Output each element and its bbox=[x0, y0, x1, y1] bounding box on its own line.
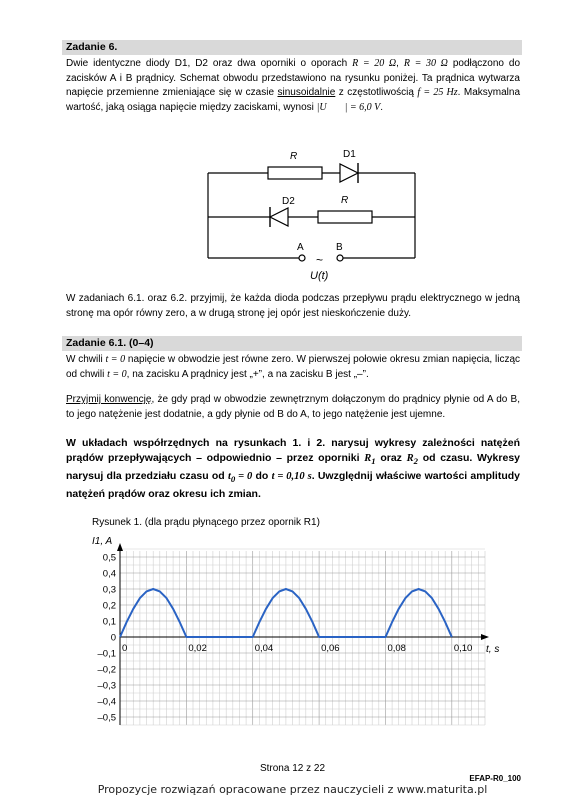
chart-figure-1 bbox=[0, 508, 585, 733]
text-span: . bbox=[380, 101, 384, 113]
chart-xlabel: t, s bbox=[486, 644, 500, 655]
credit-line: Propozycje rozwiązań opracowane przez nauczycieli z www.maturita.pl bbox=[97, 783, 488, 796]
text-span: Dwie identyczne diody D1, D2 oraz dwa oporniki o oporach bbox=[66, 58, 353, 69]
y-tick-label: –0,5 bbox=[97, 712, 116, 724]
text-span: napięcie w obwodzie jest równe zero. W pierwszej połowie okresu zmian napięcia, licząc od chwili bbox=[66, 354, 521, 380]
text-span: oraz bbox=[375, 452, 407, 464]
chart-y-ticks bbox=[98, 553, 117, 724]
text-span: do bbox=[252, 470, 272, 483]
text-span: . Uwzględnij właściwe wartości amplitudy natężeń prądów oraz okresu ich zmian. bbox=[66, 470, 520, 501]
y-tick-label: –0,4 bbox=[97, 696, 116, 708]
text-span: W układach współrzędnych na rysunkach 1. i 2. narysuj wykresy zależności natężeń prądów przepływających – odpowiednio – przez oporniki bbox=[66, 437, 520, 464]
label-d2: D2 bbox=[282, 196, 295, 207]
x-tick-label: 0,04 bbox=[254, 643, 274, 654]
diode-d2-icon bbox=[270, 207, 288, 227]
task-61-instruction bbox=[66, 436, 520, 502]
text-span: podłączono do zacisków A i B prądnicy. Schemat obwodu przedstawiono na rysunku poniżej. Ta prądnica wytwarza napięcie przemienne zmieniające się w czasie bbox=[66, 58, 521, 98]
text-span: , że gdy prąd w obwodzie zewnętrznym dołączonym do prądnicy płynie od A do B, to jego natężenie jest dodatnie, a gdy płynie od B do A, to jego natężenie jest ujemne. bbox=[66, 394, 521, 420]
x-tick-label: 0,06 bbox=[321, 643, 340, 654]
subscript: 2 bbox=[413, 456, 419, 467]
underlined-word: sinusoidalnie bbox=[277, 87, 336, 98]
chart-x-ticks bbox=[122, 643, 472, 654]
time-value: t = 0,10 s bbox=[271, 471, 312, 483]
label-r-bottom: R bbox=[341, 195, 349, 206]
time-value: = 0 bbox=[235, 471, 253, 483]
subscript: 0 bbox=[230, 474, 236, 485]
diode-d1-icon bbox=[340, 163, 358, 183]
task-61-paragraph-1 bbox=[66, 353, 520, 382]
y-tick-label: 0 bbox=[110, 632, 116, 644]
task-6-title: Zadanie 6. bbox=[66, 41, 118, 53]
resistor-symbol: R bbox=[406, 453, 414, 464]
label-b: B bbox=[336, 242, 343, 253]
exam-code: EFAP-R0_100 bbox=[469, 774, 521, 783]
y-axis-arrow-icon bbox=[117, 543, 123, 551]
resistor-value-2: R = 30 Ω bbox=[403, 58, 448, 69]
note-paragraph: W zadaniach 6.1. oraz 6.2. przyjmij, że każda dioda podczas przepływu prądu elektrycznego w jedną stronę ma opór równy zero, a w drugą stronę jej opór jest nieskończenie duży. bbox=[66, 293, 520, 319]
text-span: , na zacisku A prądnicy jest „+”, a na zacisku B jest „–”. bbox=[126, 368, 369, 380]
y-tick-label: 0,5 bbox=[102, 552, 116, 564]
x-tick-label: 0,10 bbox=[453, 643, 473, 654]
label-u: U(t) bbox=[310, 270, 329, 282]
task-6-header bbox=[62, 40, 522, 55]
text-span: . Maksymalna wartość, jaką osiąga napięcie między zaciskami, wynosi bbox=[66, 87, 521, 113]
x-tick-label: 0,02 bbox=[188, 643, 207, 654]
frequency-value: f = 25 Hz bbox=[417, 87, 458, 98]
y-tick-label: –0,1 bbox=[97, 648, 116, 660]
circuit-diagram bbox=[0, 140, 585, 290]
y-tick-label: –0,2 bbox=[97, 664, 116, 676]
subscript: 1 bbox=[371, 456, 376, 467]
time-zero: t = 0 bbox=[105, 354, 126, 365]
task-61-title: Zadanie 6.1. (0–4) bbox=[66, 337, 154, 349]
label-r-top: R bbox=[290, 151, 298, 162]
task-6-paragraph bbox=[66, 57, 520, 115]
time-symbol: t bbox=[227, 471, 231, 483]
y-tick-label: –0,3 bbox=[97, 680, 116, 692]
chart-title: Rysunek 1. (dla prądu płynącego przez opornik R1) bbox=[92, 517, 320, 528]
y-tick-label: 0,1 bbox=[102, 616, 116, 628]
x-tick-label: 0,08 bbox=[387, 643, 406, 654]
y-tick-label: 0,2 bbox=[102, 600, 116, 612]
ac-source-icon: ~ bbox=[316, 253, 324, 267]
y-tick-label: 0,4 bbox=[102, 568, 116, 580]
voltage-symbol: |U bbox=[316, 101, 327, 113]
task-61-header bbox=[62, 336, 522, 351]
text-span: od czasu. Wykresy narysuj dla przedziału czasu od bbox=[66, 452, 521, 483]
resistor-value-1: R = 20 Ω bbox=[352, 58, 397, 69]
x-tick-label: 0 bbox=[122, 643, 128, 654]
page-number: Strona 12 z 22 bbox=[259, 763, 326, 774]
underlined-word: Przyjmij konwencję bbox=[66, 394, 152, 405]
resistor-symbol: R bbox=[364, 453, 372, 464]
text-span: z częstotliwością bbox=[335, 87, 418, 98]
text-span: W chwili bbox=[66, 354, 106, 365]
label-d1: D1 bbox=[343, 149, 356, 160]
task-61-paragraph-2 bbox=[66, 393, 520, 422]
text-span: , bbox=[396, 58, 404, 69]
y-tick-label: 0,3 bbox=[102, 584, 116, 596]
voltage-value: | = 6,0 V bbox=[344, 101, 381, 113]
chart-ylabel: I1, A bbox=[92, 536, 113, 547]
time-zero: t = 0 bbox=[107, 368, 127, 380]
label-a: A bbox=[297, 242, 304, 253]
